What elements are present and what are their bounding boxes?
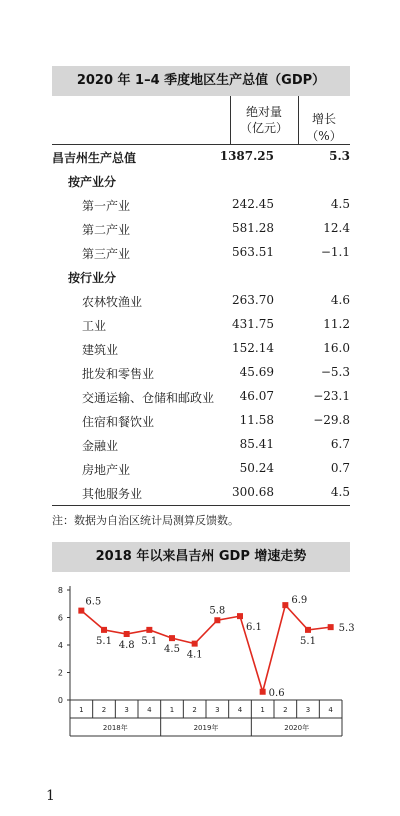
data-label: 5.1: [141, 635, 158, 647]
row-value: 11.58: [239, 413, 274, 427]
row-growth: 16.0: [323, 341, 350, 355]
row-growth: 11.2: [323, 317, 350, 331]
row-growth: −23.1: [313, 389, 350, 403]
table-title: 2020 年 1–4 季度地区生产总值（GDP）: [52, 66, 350, 96]
data-point: [169, 635, 175, 641]
data-label: 4.1: [186, 649, 203, 661]
table-row: [52, 169, 350, 193]
value-header-line1: 绝对量: [245, 105, 282, 119]
row-growth: 6.7: [330, 437, 350, 451]
row-value: 263.70: [232, 293, 274, 307]
data-point: [101, 627, 107, 633]
row-label: 其他服务业: [82, 487, 143, 501]
row-label: 按行业分: [68, 271, 117, 285]
row-value: 152.14: [232, 341, 274, 355]
row-label: 工业: [82, 319, 107, 333]
row-label: 住宿和餐饮业: [82, 415, 155, 429]
row-label: 交通运输、仓储和邮政业: [82, 391, 215, 405]
chart-title: 2018 年以来昌吉州 GDP 增速走势: [52, 542, 350, 572]
row-label: 第一产业: [82, 199, 131, 213]
row-label: 按产业分: [68, 175, 117, 189]
data-label: 4.8: [118, 640, 135, 651]
data-point: [237, 613, 243, 619]
row-value: 50.24: [239, 461, 274, 475]
data-label: 5.1: [300, 635, 316, 647]
value-column-header: [230, 104, 298, 136]
data-label: 6.1: [246, 622, 262, 634]
table-row: [52, 265, 350, 289]
row-label: 建筑业: [82, 343, 119, 357]
x-tick-label: 2: [192, 706, 197, 714]
data-point: [214, 617, 220, 623]
table-row: [52, 385, 350, 409]
x-group-label: 2019年: [193, 724, 219, 732]
x-tick-label: 3: [305, 706, 311, 714]
y-tick-label: 2: [57, 668, 63, 678]
x-tick-label: 4: [237, 706, 243, 714]
data-point: [124, 631, 130, 637]
row-value: 563.51: [232, 245, 274, 259]
row-growth: −5.3: [320, 365, 350, 379]
table-row: [52, 457, 350, 481]
y-tick-label: 0: [57, 696, 63, 705]
data-point: [282, 602, 288, 608]
y-tick-label: 6: [57, 613, 63, 623]
row-label: 第三产业: [82, 247, 131, 261]
x-tick-label: 4: [328, 706, 333, 714]
data-point: [260, 689, 266, 695]
data-label: 5.8: [209, 605, 226, 617]
data-point: [305, 627, 311, 633]
table-row: [52, 217, 350, 241]
table-row: [52, 481, 350, 505]
row-value: 46.07: [239, 389, 274, 403]
row-label: 房地产业: [82, 463, 131, 477]
x-group-label: 2020年: [284, 724, 310, 732]
y-tick-label: 4: [57, 641, 63, 650]
data-point: [328, 624, 334, 630]
row-label: 第二产业: [82, 223, 131, 237]
x-group-label: 2018年: [102, 724, 128, 732]
row-growth: 4.5: [330, 485, 350, 499]
row-growth: 4.6: [330, 293, 350, 307]
row-growth: 12.4: [323, 221, 350, 235]
page-number: 1: [46, 788, 55, 804]
data-label: 6.9: [291, 595, 308, 607]
row-label: 昌吉州生产总值: [52, 151, 137, 165]
row-value: 300.68: [232, 485, 274, 499]
gdp-growth-line-chart: [52, 576, 355, 736]
x-tick-label: 3: [124, 706, 129, 714]
table-header: [52, 96, 350, 145]
data-point: [78, 608, 84, 614]
table-row: [52, 289, 350, 313]
table-row: [52, 433, 350, 457]
table-row: [52, 241, 350, 265]
data-label: 5.3: [338, 623, 355, 635]
growth-column-header: 增长（%）: [306, 112, 342, 143]
data-label: 0.6: [268, 687, 285, 699]
x-tick-label: 2: [283, 706, 288, 714]
row-growth: 0.7: [330, 461, 350, 475]
x-tick-label: 1: [260, 706, 265, 714]
row-growth: 4.5: [330, 197, 350, 211]
data-label: 5.1: [96, 635, 112, 647]
data-label: 4.5: [164, 644, 180, 656]
x-tick-label: 2: [101, 706, 107, 714]
table-body: [52, 145, 350, 505]
row-value: 1387.25: [219, 149, 274, 163]
row-value: 45.69: [239, 365, 274, 379]
table-bottom-rule: [52, 505, 350, 506]
table-row: [52, 337, 350, 361]
table-row: [52, 145, 350, 169]
table-row: [52, 409, 350, 433]
row-label: 批发和零售业: [82, 367, 155, 381]
data-point: [192, 641, 198, 647]
x-tick-label: 1: [79, 706, 84, 714]
row-growth: −29.8: [313, 413, 350, 427]
footnote: 注：数据为自治区统计局测算反馈数。: [52, 514, 239, 527]
row-value: 581.28: [232, 221, 274, 235]
data-label: 6.5: [85, 596, 102, 608]
x-tick-label: 1: [169, 706, 175, 714]
row-label: 金融业: [82, 439, 119, 453]
row-value: 242.45: [232, 197, 274, 211]
table-row: [52, 361, 350, 385]
x-tick-label: 4: [147, 706, 152, 714]
data-point: [146, 627, 152, 633]
row-growth: −1.1: [320, 245, 350, 259]
gdp-table: [52, 96, 350, 506]
row-label: 农林牧渔业: [82, 295, 143, 309]
row-growth: 5.3: [329, 149, 350, 163]
y-tick-label: 8: [57, 586, 63, 595]
row-value: 85.41: [239, 437, 274, 451]
table-row: [52, 313, 350, 337]
table-row: [52, 193, 350, 217]
value-header-line2: （亿元）: [239, 121, 288, 135]
row-value: 431.75: [232, 317, 274, 331]
x-tick-label: 3: [215, 706, 220, 714]
